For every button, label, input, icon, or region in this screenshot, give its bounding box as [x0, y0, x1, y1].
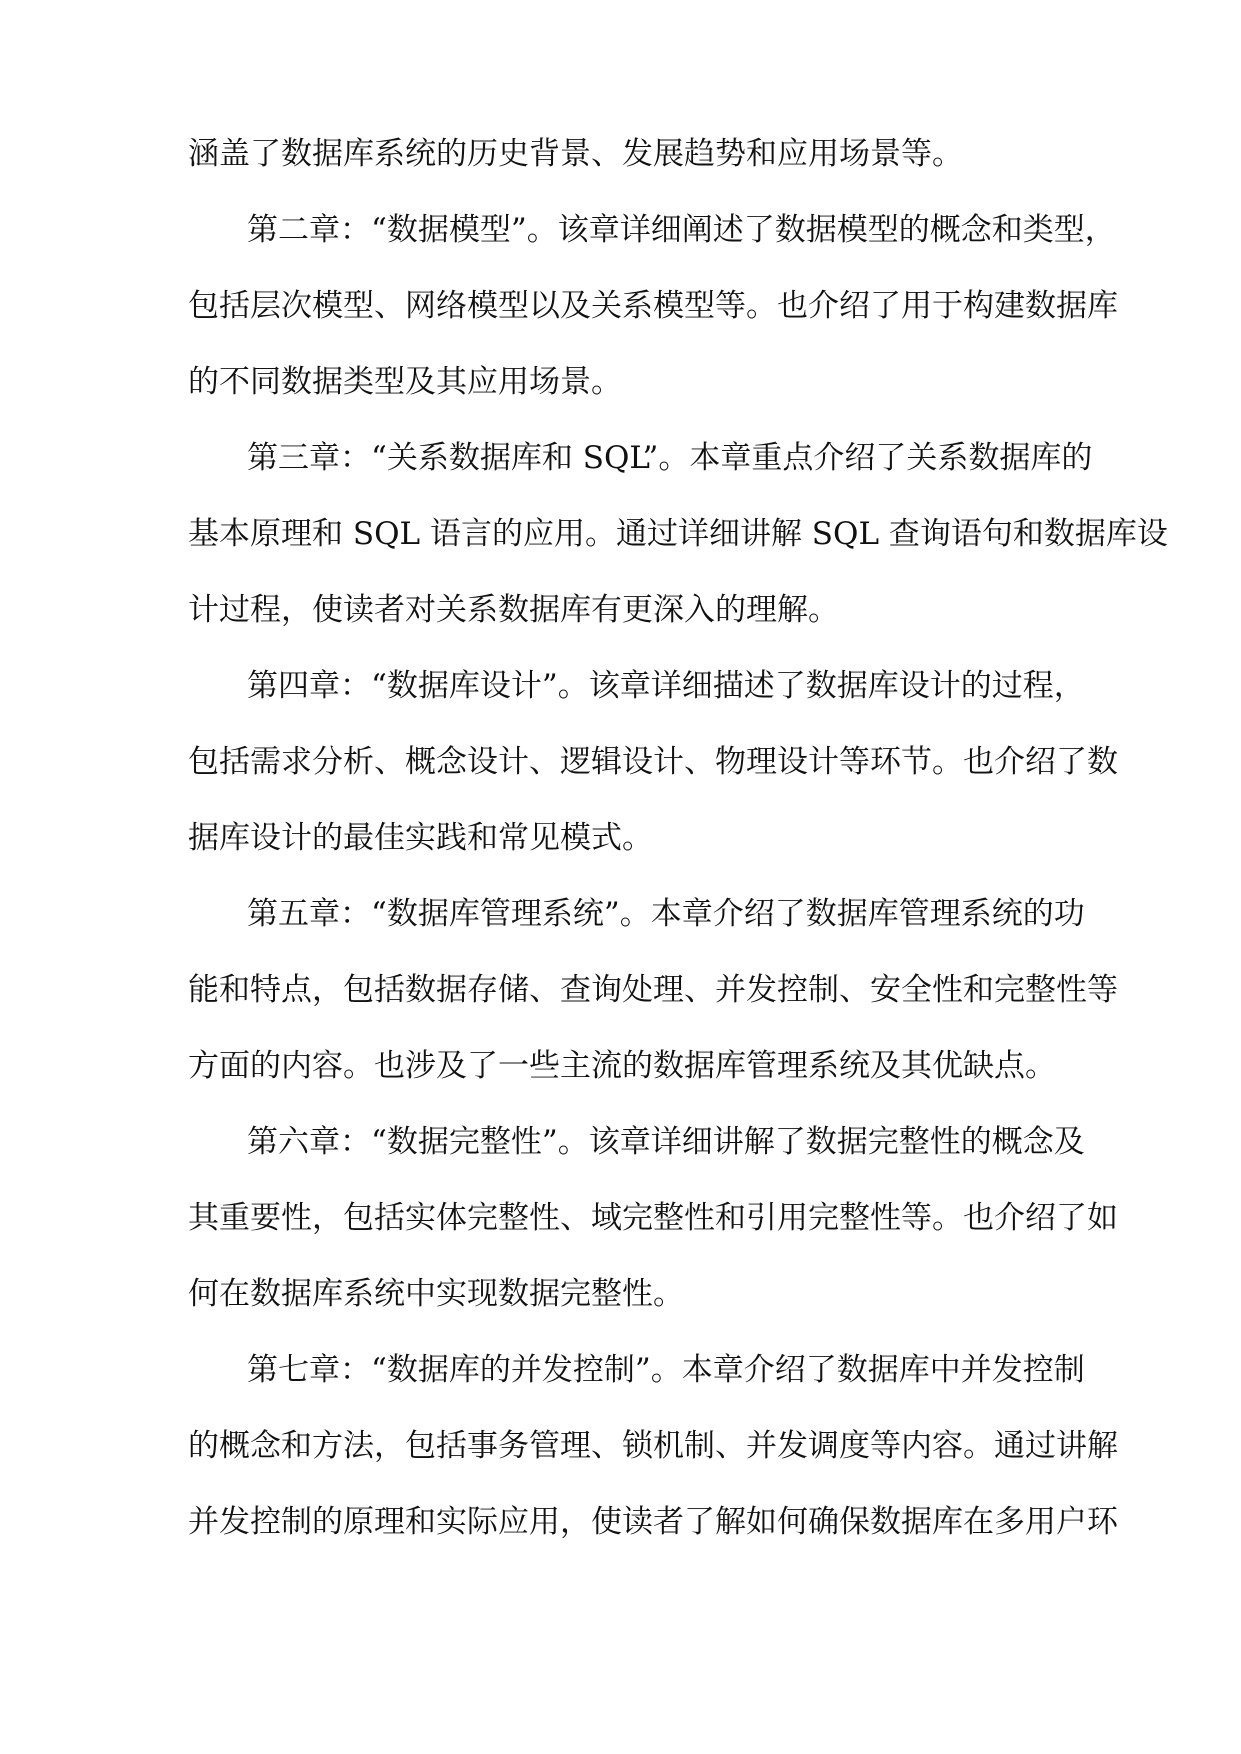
chapter-7-heading-line: 第七章：“数据库的并发控制”。本章介绍了数据库中并发控制: [247, 1352, 1085, 1388]
chapter-4-heading-line: 第四章：“数据库设计”。该章详细描述了数据库设计的过程，: [247, 668, 1085, 704]
chapter-3-heading-line: 第三章：“关系数据库和 SQL”。本章重点介绍了关系数据库的: [247, 440, 1093, 476]
text-line: 包括层次模型、网络模型以及关系模型等。也介绍了用于构建数据库: [188, 288, 1118, 324]
chapter-6-heading-line: 第六章：“数据完整性”。该章详细讲解了数据完整性的概念及: [247, 1124, 1085, 1160]
text-line: 计过程，使读者对关系数据库有更深入的理解。: [188, 592, 839, 628]
text-line: 包括需求分析、概念设计、逻辑设计、物理设计等环节。也介绍了数: [188, 744, 1118, 780]
text-line: 其重要性，包括实体完整性、域完整性和引用完整性等。也介绍了如: [188, 1200, 1118, 1236]
chapter-5-heading-line: 第五章：“数据库管理系统”。本章介绍了数据库管理系统的功: [247, 896, 1085, 932]
text-line: 的不同数据类型及其应用场景。: [188, 364, 622, 400]
text-line: 据库设计的最佳实践和常见模式。: [188, 820, 653, 856]
text-line: 基本原理和 SQL 语言的应用。通过详细讲解 SQL 查询语句和数据库设: [188, 516, 1168, 552]
text-line: 何在数据库系统中实现数据完整性。: [188, 1276, 684, 1312]
text-line: 的概念和方法，包括事务管理、锁机制、并发调度等内容。通过讲解: [188, 1428, 1118, 1464]
text-line: 方面的内容。也涉及了一些主流的数据库管理系统及其优缺点。: [188, 1048, 1056, 1084]
chapter-2-heading-line: 第二章：“数据模型”。该章详细阐述了数据模型的概念和类型，: [247, 212, 1116, 248]
text-line: 涵盖了数据库系统的历史背景、发展趋势和应用场景等。: [188, 136, 963, 172]
text-line: 并发控制的原理和实际应用，使读者了解如何确保数据库在多用户环: [188, 1504, 1118, 1540]
text-line: 能和特点，包括数据存储、查询处理、并发控制、安全性和完整性等: [188, 972, 1118, 1008]
